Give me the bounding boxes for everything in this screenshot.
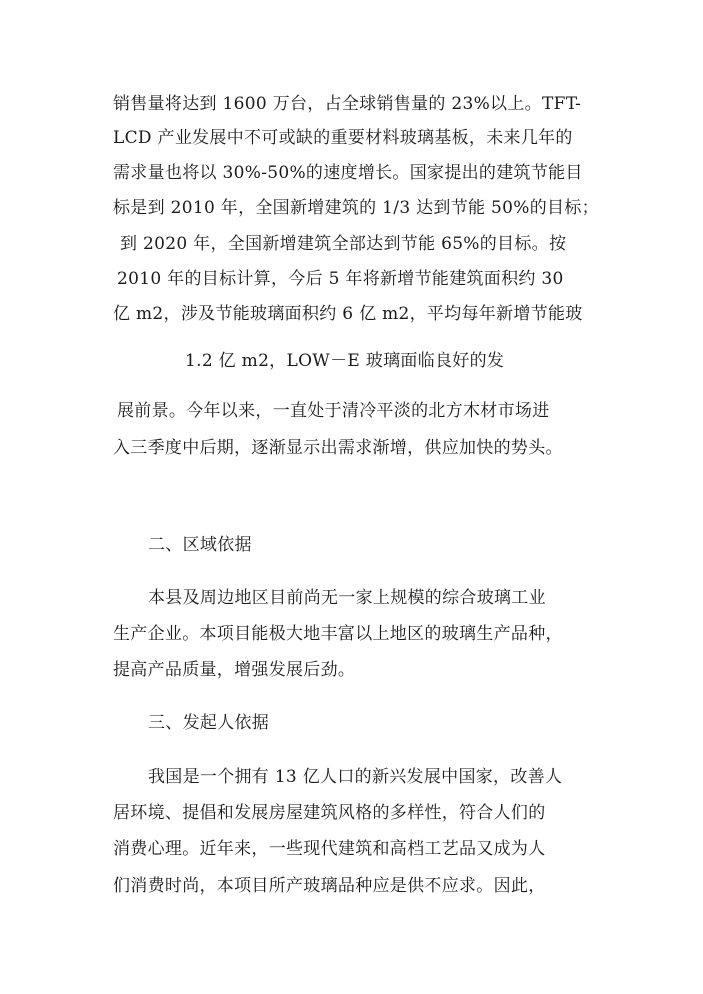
paragraph-line: LCD 产业发展中不可或缺的重要材料玻璃基板，未来几年的 — [113, 128, 573, 148]
paragraph-line: 我国是一个拥有 13 亿人口的新兴发展中国家，改善人 — [148, 767, 563, 787]
paragraph-line: 本县及周边地区目前尚无一家上规模的综合玻璃工业 — [148, 588, 546, 608]
paragraph-line: 1.2 亿 m2，LOW－E 玻璃面临良好的发 — [185, 351, 505, 371]
paragraph-line: 居环境、提倡和发展房屋建筑风格的多样性，符合人们的 — [113, 803, 546, 823]
paragraph-line: 们消费时尚，本项目所产玻璃品种应是供不应求。因此， — [113, 876, 546, 896]
section-heading: 二、区域依据 — [148, 535, 252, 555]
paragraph-line: 标是到 2010 年，全国新增建筑的 1/3 达到节能 50%的目标； — [113, 198, 599, 218]
paragraph-line: 需求量也将以 30%-50%的速度增长。国家提出的建筑节能目 — [113, 163, 583, 183]
paragraph-line: 销售量将达到 1600 万台，占全球销售量的 23%以上。TFT- — [113, 94, 582, 114]
paragraph-line: 2010 年的目标计算，今后 5 年将新增节能建筑面积约 30 — [117, 269, 564, 289]
paragraph-line: 提高产品质量，增强发展后劲。 — [113, 660, 356, 680]
paragraph-line: 入三季度中后期，逐渐显示出需求渐增，供应加快的势头。 — [113, 438, 563, 458]
paragraph-line: 展前景。今年以来，一直处于清冷平淡的北方木材市场进 — [117, 401, 550, 421]
paragraph-line: 亿 m2，涉及节能玻璃面积约 6 亿 m2，平均每年新增节能玻 — [113, 304, 583, 324]
paragraph-line: 消费心理。近年来，一些现代建筑和高档工艺品又成为人 — [113, 839, 546, 859]
paragraph-line: 到 2020 年，全国新增建筑全部达到节能 65%的目标。按 — [120, 234, 567, 254]
section-heading: 三、发起人依据 — [148, 713, 270, 733]
paragraph-line: 生产企业。本项目能极大地丰富以上地区的玻璃生产品种， — [113, 624, 563, 644]
